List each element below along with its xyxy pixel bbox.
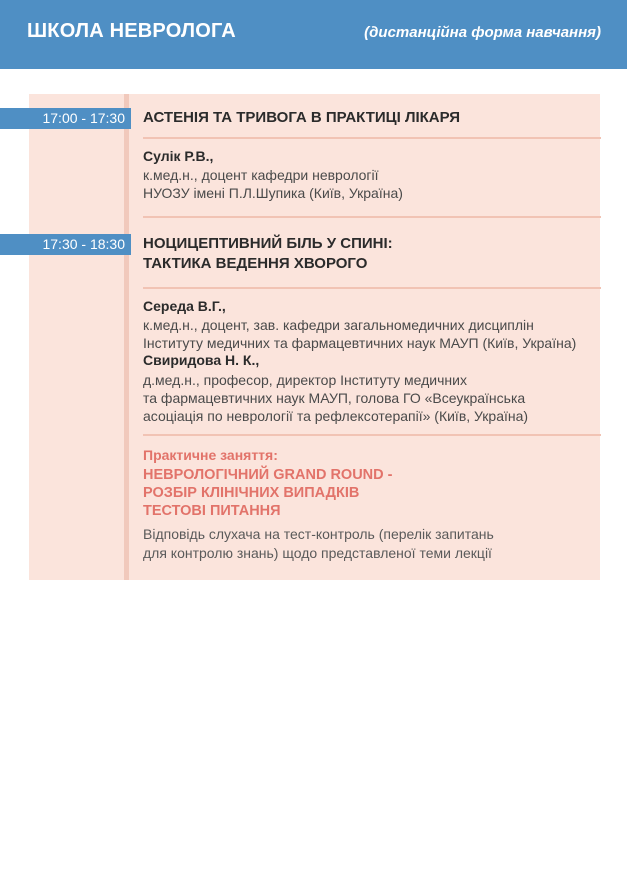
speaker-3-name: Свиридова Н. К.,: [143, 352, 260, 368]
timeline-line: [124, 94, 129, 580]
session-2-title: НОЦИЦЕПТИВНИЙ БІЛЬ У СПИНІ: ТАКТИКА ВЕДЕННЯ ХВОРОГО: [143, 235, 393, 272]
divider: [143, 287, 601, 289]
speaker-3-desc: д.мед.н., професор, директор Інституту медичних та фармацевтичних наук МАУП, голова ГО «Всеукраїнська асоціація по неврології та рефлексотерапії» (Київ, Україна): [143, 372, 529, 424]
session-2-time: 17:30 - 18:30: [0, 234, 131, 255]
practice-description: Відповідь слухача на тест-контроль (перелік запитань для контролю знань) щодо представленої теми лекції: [143, 526, 494, 561]
practice-label: Практичне заняття:: [143, 447, 278, 463]
divider: [143, 216, 601, 218]
divider: [143, 137, 601, 139]
practice-title: НЕВРОЛОГІЧНИЙ GRAND ROUND - РОЗБІР КЛІНІЧНИХ ВИПАДКІВ ТЕСТОВІ ПИТАННЯ: [143, 467, 393, 519]
session-1-time: 17:00 - 17:30: [0, 108, 131, 129]
divider: [143, 434, 601, 436]
session-1-title: АСТЕНІЯ ТА ТРИВОГА В ПРАКТИЦІ ЛІКАРЯ: [143, 109, 461, 126]
speaker-2-desc: к.мед.н., доцент, зав. кафедри загальномедичних дисциплін Інституту медичних та фармацевтичних наук МАУП (Київ, Україна): [143, 317, 577, 351]
speaker-1-name: Сулік Р.В.,: [143, 148, 214, 164]
header-bar: [0, 0, 627, 69]
page-subtitle: (дистанційна форма навчання): [364, 24, 601, 41]
page-title: ШКОЛА НЕВРОЛОГА: [27, 20, 236, 42]
speaker-1-desc: к.мед.н., доцент кафедри неврології НУОЗУ імені П.Л.Шупика (Київ, Україна): [143, 167, 403, 201]
speaker-2-name: Середа В.Г.,: [143, 298, 226, 314]
